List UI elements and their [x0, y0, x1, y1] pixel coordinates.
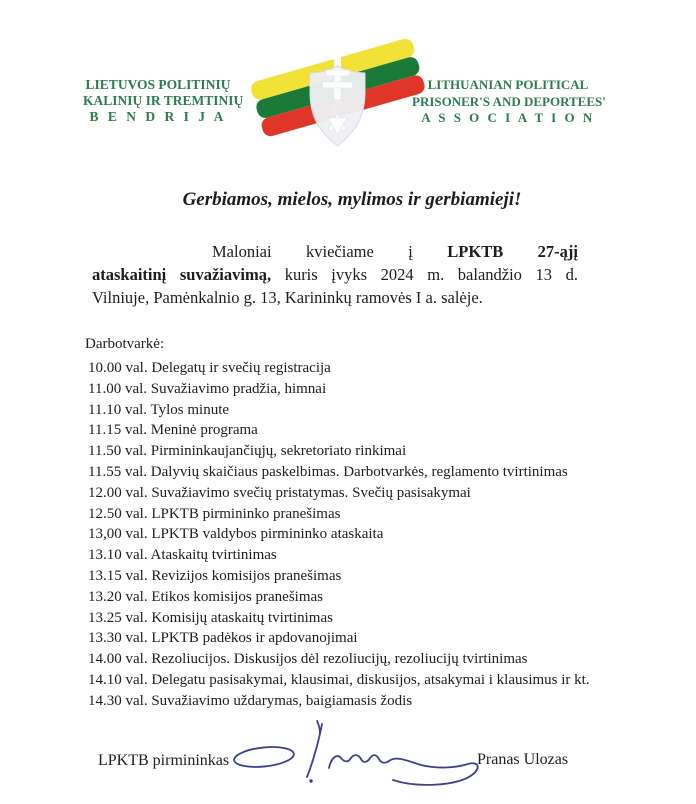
agenda-item: 11.50 val. Pirmininkaujančiųjų, sekretoriato rinkimai	[88, 443, 407, 460]
invitation-word: m.	[427, 265, 445, 285]
invitation-word: d.	[565, 265, 578, 285]
org-lt-line2: KALINIŲ IR TREMTINIŲ	[83, 93, 244, 108]
invitation-word: 13	[535, 265, 553, 285]
agenda-item: 12.50 val. LPKTB pirmininko pranešimas	[88, 505, 341, 522]
org-name-english	[412, 77, 604, 127]
org-lt-line3: B E N D R I J A	[89, 109, 227, 124]
org-en-line2: PRISONER'S AND DEPORTEES'	[412, 93, 606, 109]
org-en-line3: A S S O C I A T I O N	[421, 110, 595, 125]
greeting-line: Gerbiamos, mielos, mylimos ir gerbiamieji!	[182, 189, 522, 210]
signature-dot	[309, 779, 312, 782]
invitation-word: kviečiame	[306, 242, 374, 261]
agenda-item: 11.15 val. Meninė programa	[88, 422, 258, 439]
handwritten-signature	[225, 718, 485, 800]
agenda-item: 13.20 val. Etikos komisijos pranešimas	[88, 588, 323, 605]
signature-strokes	[233, 721, 477, 785]
invitation-word: į	[408, 242, 413, 261]
agenda-item: 11.55 val. Dalyvių skaičiaus paskelbimas. Darbotvarkės, reglamento tvirtinimas	[88, 463, 568, 480]
agenda-item: 14.30 val. Suvažiavimo uždarymas, baigiamasis žodis	[88, 692, 413, 709]
agenda-heading: Darbotvarkė:	[85, 336, 165, 352]
invitation-word: balandžio	[457, 265, 522, 285]
org-name-lithuanian	[83, 77, 244, 125]
agenda-item: 11.10 val. Tylos minute	[88, 401, 230, 418]
org-lt-line1: LIETUVOS POLITINIŲ	[85, 77, 231, 92]
invitation-word-bold: LPKTB	[447, 242, 504, 261]
agenda-list	[88, 358, 590, 712]
invitation-line2	[92, 263, 578, 286]
signature-loop	[233, 744, 295, 769]
agenda-item: 13.15 val. Revizijos komisijos pranešimas	[88, 567, 342, 584]
agenda-item: 13.10 val. Ataskaitų tvirtinimas	[88, 547, 277, 564]
flag-shield-logo-svg	[250, 30, 432, 148]
agenda-item: 10.00 val. Delegatų ir svečių registracija	[88, 360, 331, 376]
agenda-item: 11.00 val. Suvažiavimo pradžia, himnai	[88, 380, 327, 397]
invitation-line3: Vilniuje, Pamėnkalnio g. 13, Karininkų ramovės I a. salėje.	[92, 288, 483, 308]
signer-name: Pranas Ulozas	[477, 751, 569, 768]
invitation-line1	[212, 240, 578, 263]
agenda-item: 12.00 val. Suvažiavimo svečių pristatymas. Svečių pasisakymai	[88, 484, 471, 501]
agenda-item: 13.30 val. LPKTB padėkos ir apdovanojimai	[88, 630, 358, 647]
agenda-item: 13,00 val. LPKTB valdybos pirmininko ataskaita	[88, 526, 384, 543]
org-en-line1: LITHUANIAN POLITICAL	[427, 77, 589, 92]
agenda-item: 14.10 val. Delegatu pasisakymai, klausimai, diskusijos, atsakymai i klausimus ir kt.	[88, 671, 590, 688]
agenda-item: 14.00 val. Rezoliucijos. Diskusijos dėl rezoliucijų, rezoliucijų tvirtinimas	[88, 651, 528, 668]
agenda-item: 13.25 val. Komisijų ataskaitų tvirtinimas	[88, 609, 333, 626]
invitation-word-bold: 27-ąjį	[537, 242, 578, 261]
signature-wave	[329, 755, 478, 785]
invitation-word: kuris	[284, 265, 318, 285]
cross-upper-bar	[326, 70, 350, 76]
invitation-paragraph	[92, 240, 578, 310]
invitation-word-bold: suvažiavimą,	[179, 265, 272, 285]
invitation-word: 2024	[380, 265, 414, 285]
invitation-word: Maloniai	[212, 242, 272, 261]
flag-shield-logo	[250, 30, 432, 148]
signer-title: LPKTB pirmininkas	[98, 752, 230, 769]
invitation-word-bold: ataskaitinį	[92, 265, 167, 285]
signature-top-flick	[317, 721, 320, 734]
cross-lower-bar	[323, 82, 353, 88]
invitation-word: įvyks	[331, 265, 368, 285]
